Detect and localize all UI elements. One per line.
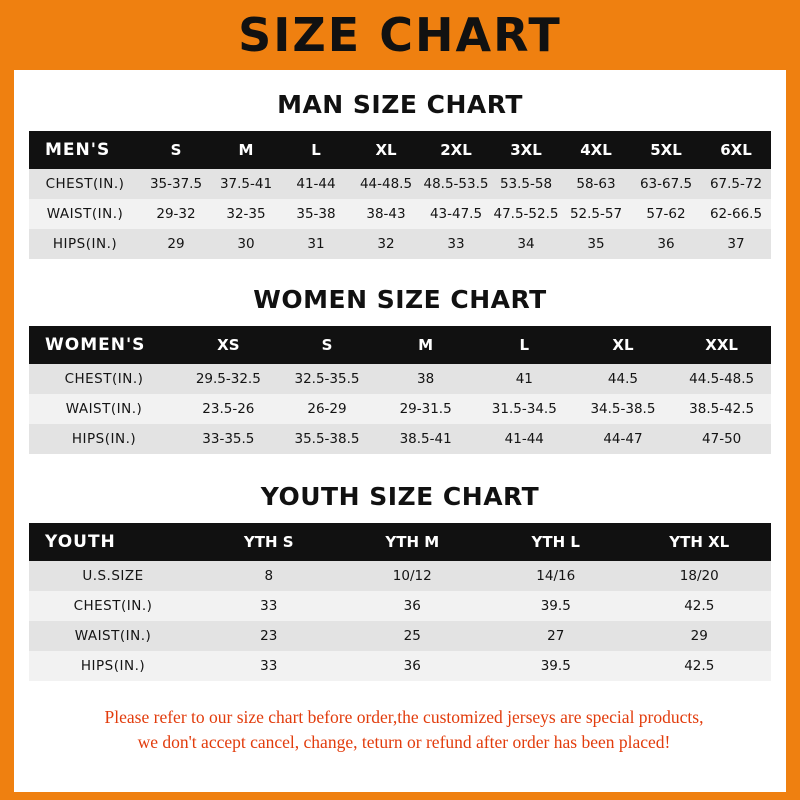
table-cell: 36 — [403, 598, 421, 614]
table-cell: 36 — [657, 236, 675, 252]
table-cell: 44-48.5 — [359, 176, 413, 192]
table-cell: 10/12 — [392, 568, 432, 584]
row-label: HIPS(IN.) — [80, 658, 146, 674]
table-row — [29, 364, 771, 394]
table-cell: 42.5 — [684, 598, 715, 614]
column-header: MEN'S — [45, 140, 111, 160]
column-header: L — [519, 336, 530, 354]
table-cell: 63-67.5 — [639, 176, 693, 192]
column-header: YTH L — [531, 533, 580, 551]
page-title: SIZE CHART — [238, 8, 562, 62]
table-cell: 35-38 — [296, 206, 336, 222]
column-header: 3XL — [510, 141, 542, 159]
table-cell: 38 — [417, 371, 435, 387]
table-cell: 27 — [547, 628, 565, 644]
column-header: YOUTH — [45, 532, 116, 552]
table-cell: 30 — [237, 236, 255, 252]
table-cell: 39.5 — [540, 598, 571, 614]
row-label: WAIST(IN.) — [65, 401, 143, 417]
row-label: CHEST(IN.) — [73, 598, 153, 614]
row-label: U.S.SIZE — [82, 568, 144, 584]
table-cell: 29.5-32.5 — [195, 371, 261, 387]
table-cell: 29 — [690, 628, 708, 644]
table-cell: 33 — [447, 236, 465, 252]
table-cell: 41 — [515, 371, 533, 387]
table-cell: 36 — [403, 658, 421, 674]
table-cell: 14/16 — [536, 568, 576, 584]
table-cell: 29 — [167, 236, 185, 252]
table-cell: 33 — [260, 658, 278, 674]
column-header: YTH XL — [669, 533, 730, 551]
table-cell: 44-47 — [603, 431, 643, 447]
table-cell: 62-66.5 — [709, 206, 763, 222]
bottom-strip — [14, 792, 800, 800]
table-row — [29, 229, 771, 259]
table-cell: 47.5-52.5 — [493, 206, 559, 222]
table-header-row — [29, 326, 771, 364]
row-label: CHEST(IN.) — [64, 371, 144, 387]
table-cell: 38.5-41 — [399, 431, 452, 447]
table-cell: 25 — [403, 628, 421, 644]
column-header: XS — [217, 336, 240, 354]
table-cell: 44.5-48.5 — [689, 371, 755, 387]
table-row — [29, 199, 771, 229]
table-cell: 31.5-34.5 — [491, 401, 557, 417]
table-cell: 35.5-38.5 — [294, 431, 360, 447]
table-cell: 52.5-57 — [569, 206, 623, 222]
row-label: HIPS(IN.) — [52, 236, 118, 252]
table-row — [29, 591, 771, 621]
table-cell: 33 — [260, 598, 278, 614]
table-row — [29, 561, 771, 591]
column-header: 6XL — [720, 141, 752, 159]
table-cell: 48.5-53.5 — [423, 176, 489, 192]
table-cell: 23.5-26 — [202, 401, 255, 417]
table-cell: 53.5-58 — [499, 176, 553, 192]
top-banner — [0, 0, 800, 70]
table-cell: 23 — [260, 628, 278, 644]
table-header-row — [29, 523, 771, 561]
column-header: 4XL — [580, 141, 612, 159]
column-header: S — [170, 141, 182, 159]
table-row — [29, 169, 771, 199]
column-header: 2XL — [440, 141, 472, 159]
table-row — [29, 651, 771, 681]
table-cell: 39.5 — [540, 658, 571, 674]
men-size-table — [29, 131, 771, 259]
table-cell: 32.5-35.5 — [294, 371, 360, 387]
column-header: YTH S — [243, 533, 294, 551]
column-header: XXL — [705, 336, 738, 354]
notice-line-1: Please refer to our size chart before order,the customized jerseys are special products, — [104, 707, 704, 727]
table-cell: 29-31.5 — [399, 401, 452, 417]
table-cell: 8 — [264, 568, 274, 584]
table-cell: 44.5 — [607, 371, 638, 387]
table-cell: 43-47.5 — [429, 206, 483, 222]
table-cell: 35 — [587, 236, 605, 252]
table-cell: 34 — [517, 236, 535, 252]
table-cell: 37 — [727, 236, 745, 252]
table-row — [29, 424, 771, 454]
section-title-women: WOMEN SIZE CHART — [253, 285, 547, 314]
table-cell: 41-44 — [504, 431, 544, 447]
table-cell: 47-50 — [702, 431, 742, 447]
table-cell: 32-35 — [226, 206, 266, 222]
row-label: HIPS(IN.) — [71, 431, 137, 447]
table-cell: 67.5-72 — [709, 176, 763, 192]
column-header: WOMEN'S — [45, 335, 146, 355]
table-cell: 18/20 — [679, 568, 719, 584]
table-row — [29, 394, 771, 424]
table-cell: 34.5-38.5 — [590, 401, 656, 417]
order-notice — [28, 705, 780, 756]
table-cell: 41-44 — [296, 176, 336, 192]
table-cell: 29-32 — [156, 206, 196, 222]
youth-size-table — [29, 523, 771, 681]
column-header: YTH M — [385, 533, 440, 551]
table-cell: 38.5-42.5 — [689, 401, 755, 417]
column-header: L — [311, 141, 321, 159]
table-header-row — [29, 131, 771, 169]
table-row — [29, 621, 771, 651]
table-cell: 38-43 — [366, 206, 406, 222]
column-header: M — [238, 141, 254, 159]
table-cell: 33-35.5 — [202, 431, 255, 447]
table-cell: 31 — [307, 236, 325, 252]
column-header: 5XL — [650, 141, 682, 159]
column-header: XL — [612, 336, 634, 354]
column-header: S — [321, 336, 333, 354]
row-label: WAIST(IN.) — [74, 628, 152, 644]
column-header: XL — [375, 141, 397, 159]
table-cell: 26-29 — [307, 401, 347, 417]
table-cell: 32 — [377, 236, 395, 252]
notice-line-2: we don't accept cancel, change, teturn or refund after order has been placed! — [137, 732, 671, 753]
row-label: CHEST(IN.) — [45, 176, 125, 192]
table-cell: 42.5 — [684, 658, 715, 674]
section-title-man: MAN SIZE CHART — [277, 90, 523, 119]
table-cell: 58-63 — [576, 176, 616, 192]
table-cell: 57-62 — [646, 206, 686, 222]
section-title-youth: YOUTH SIZE CHART — [260, 482, 540, 511]
row-label: WAIST(IN.) — [46, 206, 124, 222]
chart-content — [14, 90, 786, 756]
table-cell: 37.5-41 — [219, 176, 273, 192]
table-cell: 35-37.5 — [149, 176, 203, 192]
women-size-table — [29, 326, 771, 454]
column-header: M — [418, 336, 434, 354]
